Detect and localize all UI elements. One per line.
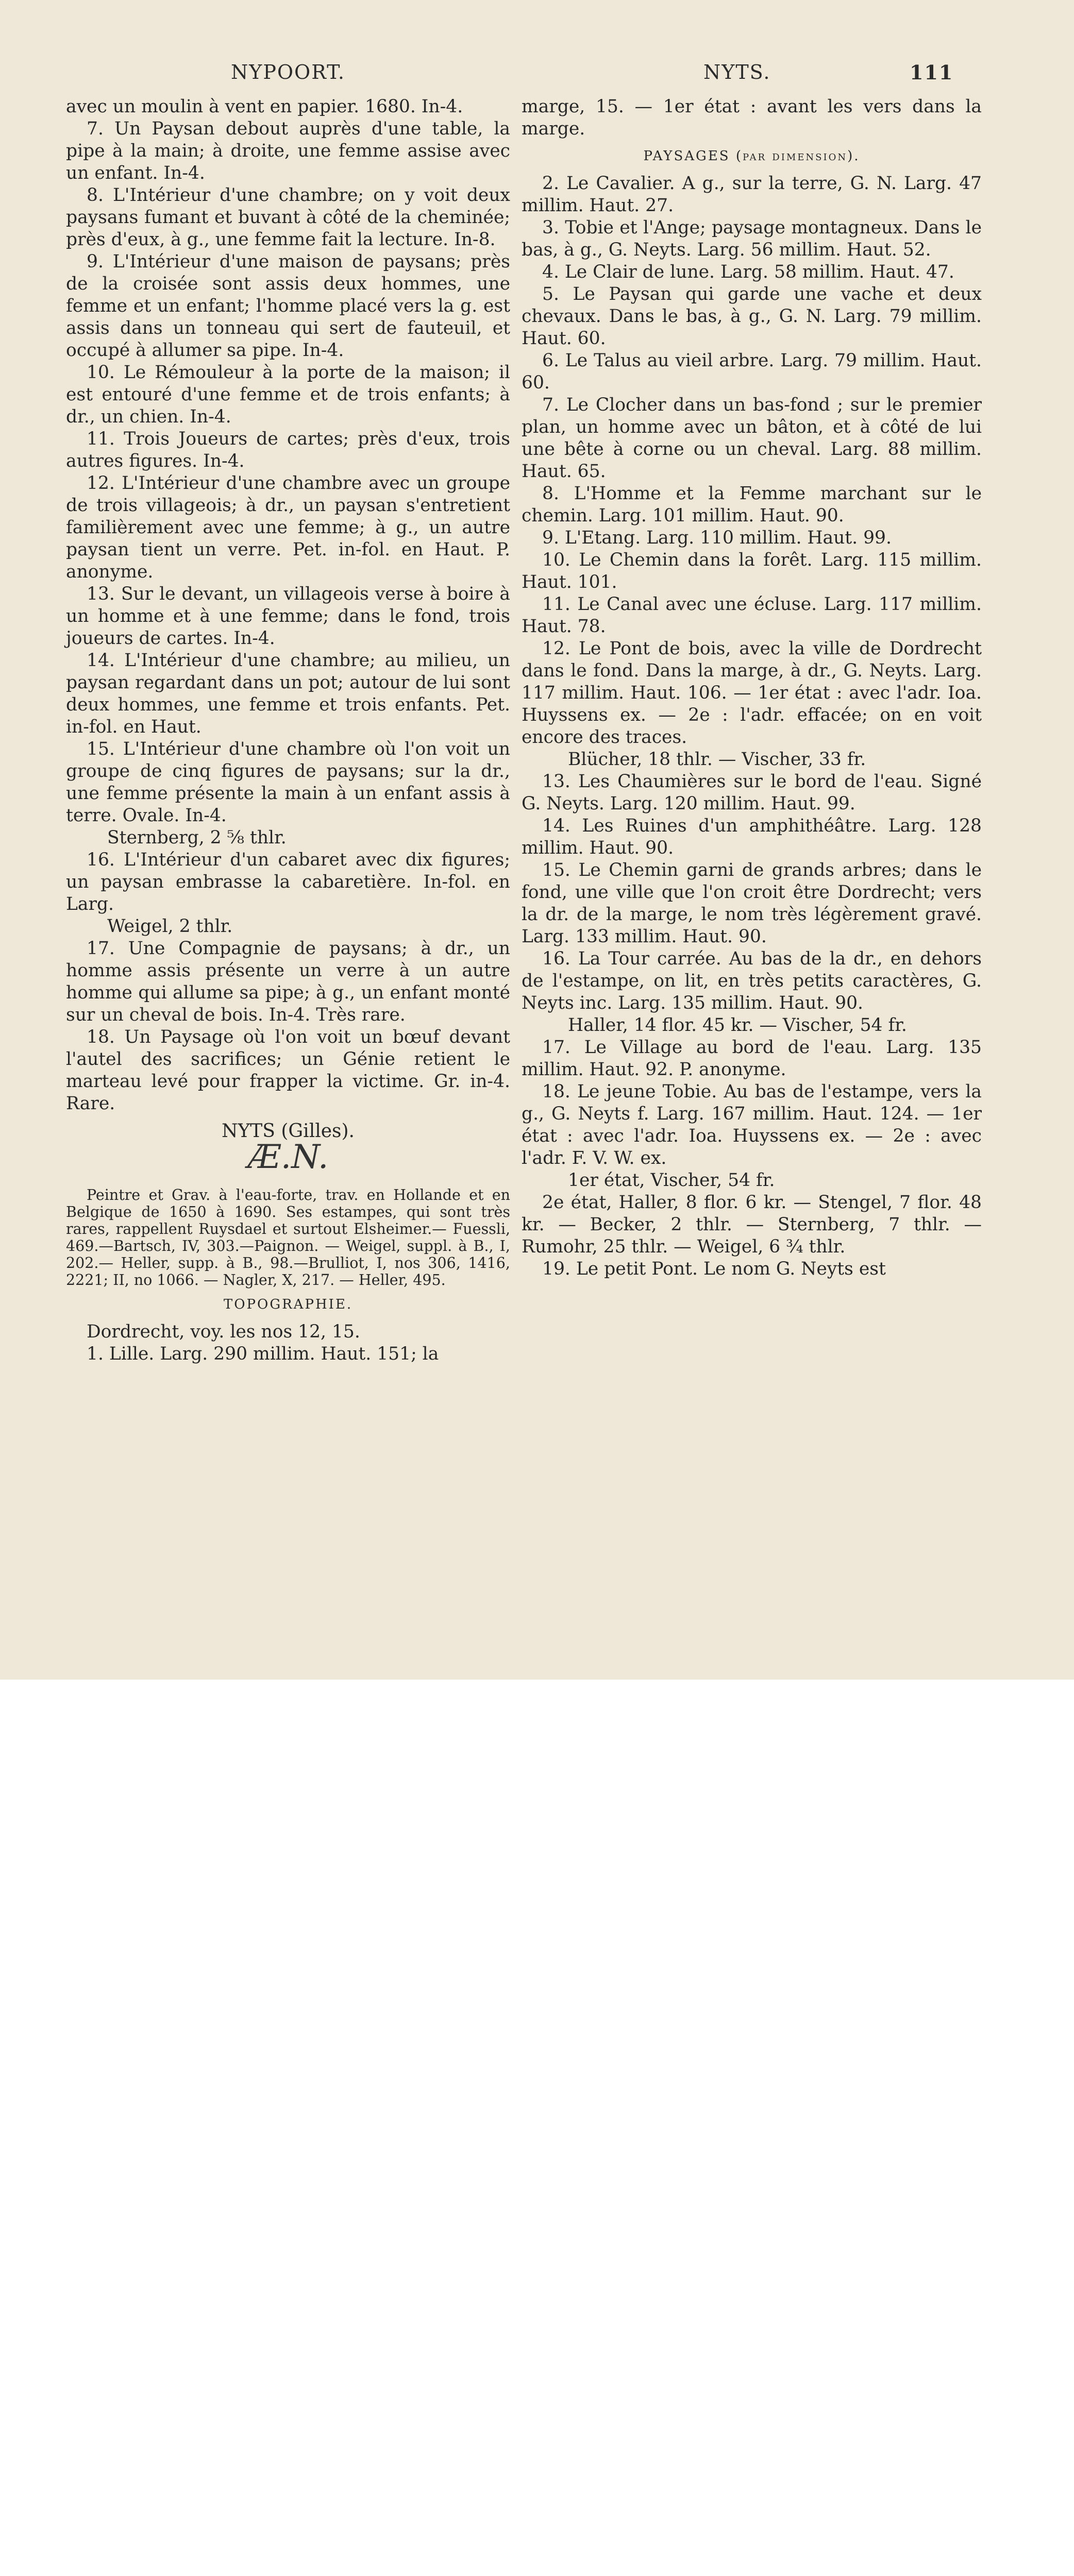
- catalog-entry: 7. Un Paysan debout auprès d'une table, la pipe à la main; à droite, une femme assise avec un enfant. In-4.: [66, 118, 510, 183]
- catalog-entry: 8. L'Homme et la Femme marchant sur le chemin. Larg. 101 millim. Haut. 90.: [522, 483, 982, 526]
- engraver-monogram: Æ.N.: [247, 1138, 329, 1176]
- catalog-entry: 13. Les Chaumières sur le bord de l'eau. Signé G. Neyts. Larg. 120 millim. Haut. 99.: [522, 771, 982, 814]
- price-line: Weigel, 2 thlr.: [107, 916, 233, 937]
- catalog-entry: 2. Le Cavalier. A g., sur la terre, G. N. Larg. 47 millim. Haut. 27.: [522, 173, 982, 216]
- footer-bar: [0, 1680, 1074, 1756]
- catalog-entry: 16. L'Intérieur d'un cabaret avec dix figures; un paysan embrasse la cabaretière. In-fol. en Larg.: [66, 850, 510, 914]
- catalog-entry: 1. Lille. Larg. 290 millim. Haut. 151; la: [87, 1344, 439, 1364]
- catalog-entry: Dordrecht, voy. les nos 12, 15.: [87, 1321, 360, 1342]
- catalog-entry: marge, 15. — 1er état : avant les vers dans la marge.: [522, 96, 982, 139]
- running-head-center: NYTS.: [703, 61, 771, 83]
- catalog-entry: 17. Une Compagnie de paysans; à dr., un homme assis présente un verre à un autre homme qui allume sa pipe; à g., un enfant monté sur un cheval de bois. In-4. Très rare.: [66, 938, 510, 1025]
- subsection-heading: TOPOGRAPHIE.: [223, 1297, 353, 1312]
- catalog-entry: 19. Le petit Pont. Le nom G. Neyts est: [542, 1259, 886, 1279]
- catalog-entry: 13. Sur le devant, un villageois verse à boire à un homme et à une femme; dans le fond, trois joueurs de cartes. In-4.: [66, 584, 510, 649]
- catalog-entry: 12. L'Intérieur d'une chambre avec un groupe de trois villageois; à dr., un paysan s'entretient familièrement avec une femme; à g., un autre paysan tient un verre. Pet. in-fol. en Haut. P. anonyme.: [66, 473, 510, 582]
- left-column: [66, 96, 510, 1365]
- price-line: 1er état, Vischer, 54 fr.: [568, 1170, 775, 1191]
- catalog-entry: 7. Le Clocher dans un bas-fond ; sur le premier plan, un homme avec un bâton, et à côté de lui une bête à corne ou un cheval. Larg. 88 millim. Haut. 65.: [522, 395, 982, 482]
- catalog-entry: 18. Un Paysage où l'on voit un bœuf devant l'autel des sacrifices; un Génie retient le marteau levé pour frapper la victime. Gr. in-4. Rare.: [66, 1027, 510, 1114]
- price-line: Blücher, 18 thlr. — Vischer, 33 fr.: [568, 749, 866, 770]
- catalog-entry: 10. Le Chemin dans la forêt. Larg. 115 millim. Haut. 101.: [522, 550, 982, 592]
- running-head-left: NYPOORT.: [231, 61, 345, 83]
- catalog-entry: 5. Le Paysan qui garde une vache et deux chevaux. Dans le bas, à g., G. N. Larg. 79 millim. Haut. 60.: [522, 284, 982, 349]
- catalog-entry: 14. L'Intérieur d'une chambre; au milieu, un paysan regardant dans un pot; autour de lui sont deux hommes, une femme et trois enfants. Pet. in-fol. en Haut.: [66, 650, 510, 737]
- catalog-entry: avec un moulin à vent en papier. 1680. In-4.: [66, 96, 463, 117]
- page-number: 111: [910, 61, 954, 84]
- catalog-entry: 10. Le Rémouleur à la porte de la maison; il est entouré d'une femme et de trois enfants; à dr., un chien. In-4.: [66, 362, 510, 427]
- catalog-entry: 14. Les Ruines d'un amphithéâtre. Larg. 128 millim. Haut. 90.: [522, 816, 982, 858]
- catalog-entry: 9. L'Etang. Larg. 110 millim. Haut. 99.: [542, 528, 892, 548]
- catalog-entry: 4. Le Clair de lune. Larg. 58 millim. Haut. 47.: [542, 262, 954, 282]
- catalog-entry: 18. Le jeune Tobie. Au bas de l'estampe, vers la g., G. Neyts f. Larg. 167 millim. Haut. 124. — 1er état : avec l'adr. Ioa. Huyssens ex. — 2e : avec l'adr. F. V. W. ex.: [522, 1081, 982, 1168]
- price-line: Haller, 14 flor. 45 kr. — Vischer, 54 fr.: [568, 1015, 907, 1036]
- price-line: Sternberg, 2 ⅝ thlr.: [107, 827, 287, 848]
- catalog-entry: 9. L'Intérieur d'une maison de paysans; près de la croisée sont assis deux hommes, une femme et un enfant; l'homme placé vers la g. est assis dans un tonneau qui sert de fauteuil, et occupé à allumer sa pipe. In-4.: [66, 251, 510, 361]
- section-heading: NYTS (Gilles).: [222, 1121, 355, 1142]
- subsection-heading: PAYSAGES (par dimension).: [643, 148, 860, 164]
- catalog-entry: 16. La Tour carrée. Au bas de la dr., en dehors de l'estampe, on lit, en très petits caractères, G. Neyts inc. Larg. 135 millim. Haut. 90.: [522, 948, 982, 1013]
- catalog-entry: 12. Le Pont de bois, avec la ville de Dordrecht dans le fond. Dans la marge, à dr., G. Neyts. Larg. 117 millim. Haut. 106. — 1er état : avec l'adr. Ioa. Huyssens ex. — 2e : l'adr. effacée; on en voit encore des traces.: [522, 638, 982, 748]
- catalog-entry: 11. Trois Joueurs de cartes; près d'eux, trois autres figures. In-4.: [66, 429, 510, 471]
- catalog-entry: 11. Le Canal avec une écluse. Larg. 117 millim. Haut. 78.: [522, 594, 982, 637]
- biographical-note: Peintre et Grav. à l'eau-forte, trav. en Hollande et en Belgique de 1650 à 1690. Ses estampes, qui sont très rares, rappellent Ruysdael et surtout Elsheimer.— Fuessli, 469.—Bartsch, IV, 303.—Paignon. — Weigel, suppl. à B., I, 202.— Heller, supp. à B., 98.—Brulliot, I, nos 306, 1416, 2221; II, no 1066. — Nagler, X, 217. — Heller, 495.: [66, 1187, 510, 1289]
- catalog-entry: 15. Le Chemin garni de grands arbres; dans le fond, une ville que l'on croit être Dordrecht; vers la dr. de la marge, le nom très légèrement gravé. Larg. 133 millim. Haut. 90.: [522, 860, 982, 947]
- right-column: [522, 96, 982, 1280]
- catalog-entry: 15. L'Intérieur d'une chambre où l'on voit un groupe de cinq figures de paysans; sur la dr., une femme présente la main à un enfant assis à terre. Ovale. In-4.: [66, 739, 510, 826]
- catalog-entry: 17. Le Village au bord de l'eau. Larg. 135 millim. Haut. 92. P. anonyme.: [522, 1037, 982, 1080]
- catalog-entry: 6. Le Talus au vieil arbre. Larg. 79 millim. Haut. 60.: [522, 350, 982, 393]
- catalog-entry: 2e état, Haller, 8 flor. 6 kr. — Stengel, 7 flor. 48 kr. — Becker, 2 thlr. — Sternberg, 7 thlr. — Rumohr, 25 thlr. — Weigel, 6 ¾ thlr.: [522, 1192, 982, 1257]
- catalog-entry: 3. Tobie et l'Ange; paysage montagneux. Dans le bas, à g., G. Neyts. Larg. 56 millim. Haut. 52.: [522, 217, 982, 260]
- catalog-entry: 8. L'Intérieur d'une chambre; on y voit deux paysans fumant et buvant à côté de la cheminée; près d'eux, à g., une femme fait la lecture. In-8.: [66, 185, 510, 250]
